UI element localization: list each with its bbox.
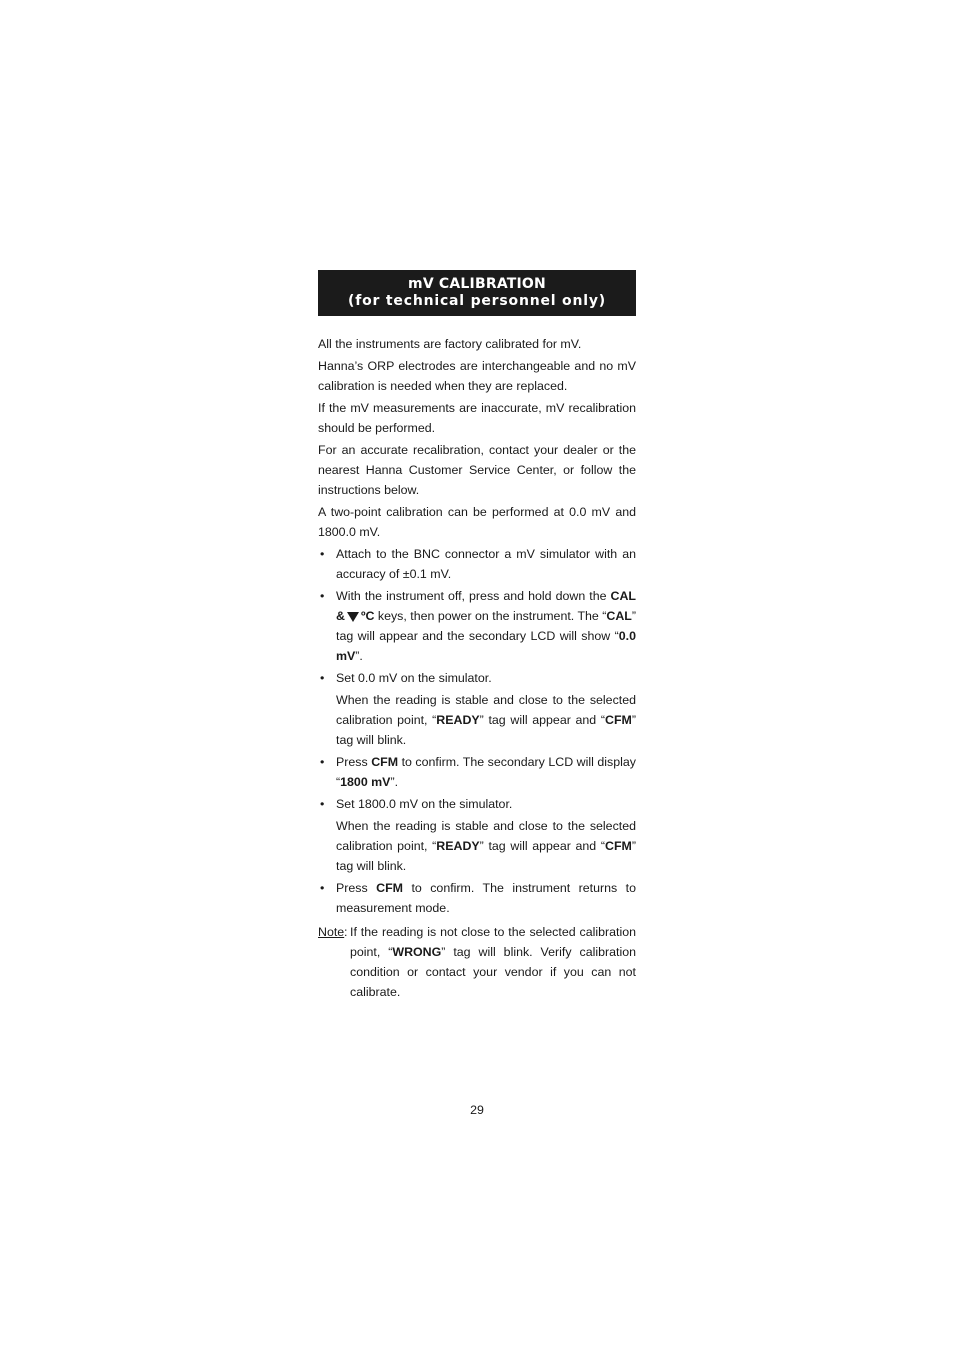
page-number: 29: [470, 1103, 484, 1117]
bullet-icon: •: [320, 755, 325, 769]
step-text: Set 1800.0 mV on the simulator.: [336, 797, 513, 811]
note-colon: :: [344, 925, 348, 939]
step-text: to confirm. The secondary LCD will display “: [336, 755, 636, 789]
key-label: CFM: [376, 881, 403, 895]
step-item: [318, 752, 636, 792]
tag-label: CFM: [605, 713, 632, 727]
tag-label: CFM: [605, 839, 632, 853]
key-label: CFM: [371, 755, 399, 769]
step-item: [318, 878, 636, 918]
step-text: ” tag will blink.: [336, 839, 636, 873]
step-text: ” tag will appear and “: [479, 839, 606, 853]
paragraph: A two-point calibration can be performed at 0.0 mV and 1800.0 mV.: [318, 505, 636, 539]
tag-label: CAL: [606, 609, 632, 623]
step-text: ” tag will blink.: [336, 713, 636, 747]
tag-label: READY: [436, 839, 480, 853]
bullet-icon: •: [320, 671, 325, 685]
tag-label: 0.0 mV: [336, 629, 636, 663]
tag-label: 1800 mV: [340, 775, 391, 789]
bullet-icon: •: [320, 881, 325, 895]
step-text: With the instrument off, press and hold down the: [336, 589, 611, 603]
step-text: Set 0.0 mV on the simulator.: [336, 671, 492, 685]
step-text: ”.: [390, 775, 399, 789]
section-subtitle: (for technical personnel only): [348, 293, 606, 309]
step-text: ” tag will appear and “: [479, 713, 606, 727]
bullet-icon: •: [320, 589, 325, 603]
step-text: Press: [336, 755, 372, 769]
step-item: [318, 586, 636, 666]
step-text: ”.: [355, 649, 363, 663]
key-label: CAL &: [336, 589, 636, 623]
section-title: mV CALIBRATION: [408, 276, 546, 292]
note-label: Note: [318, 925, 345, 939]
step-item: [318, 668, 636, 688]
bullet-icon: •: [320, 797, 325, 811]
step-text: Attach to the BNC connector a mV simulator with an accuracy of ±0.1 mV.: [336, 547, 636, 581]
step-text: When the reading is stable and close to the selected calibration point, “: [336, 693, 636, 727]
step-text: Press: [336, 881, 377, 895]
step-subtext: [318, 816, 636, 876]
step-subtext: [318, 690, 636, 750]
step-text: ” tag will appear and the secondary LCD will show “: [336, 609, 636, 643]
tag-label: READY: [436, 713, 480, 727]
step-text: to confirm. The instrument returns to measurement mode.: [336, 881, 636, 915]
note-text: If the reading is not close to the selected calibration point, “: [350, 925, 636, 959]
body-text: [318, 334, 636, 1002]
step-item: [318, 794, 636, 814]
paragraph: Hanna’s ORP electrodes are interchangeable and no mV calibration is needed when they are replaced.: [318, 359, 636, 393]
note: [318, 922, 636, 1002]
tag-label: WRONG: [392, 945, 442, 959]
paragraph: If the mV measurements are inaccurate, mV recalibration should be performed.: [318, 401, 636, 435]
paragraph: All the instruments are factory calibrated for mV.: [318, 337, 582, 351]
step-item: [318, 544, 636, 584]
step-text: keys, then power on the instrument. The “: [374, 609, 607, 623]
key-label: ºC: [360, 609, 375, 623]
section-header: [318, 270, 636, 316]
down-arrow-icon: [347, 612, 359, 622]
note-text: ” tag will blink. Verify calibration condition or contact your vendor if you can not calibrate.: [350, 945, 636, 999]
step-text: When the reading is stable and close to the selected calibration point, “: [336, 819, 636, 853]
paragraph: For an accurate recalibration, contact your dealer or the nearest Hanna Customer Service Center, or follow the instructions below.: [318, 443, 636, 497]
bullet-icon: •: [320, 547, 325, 561]
